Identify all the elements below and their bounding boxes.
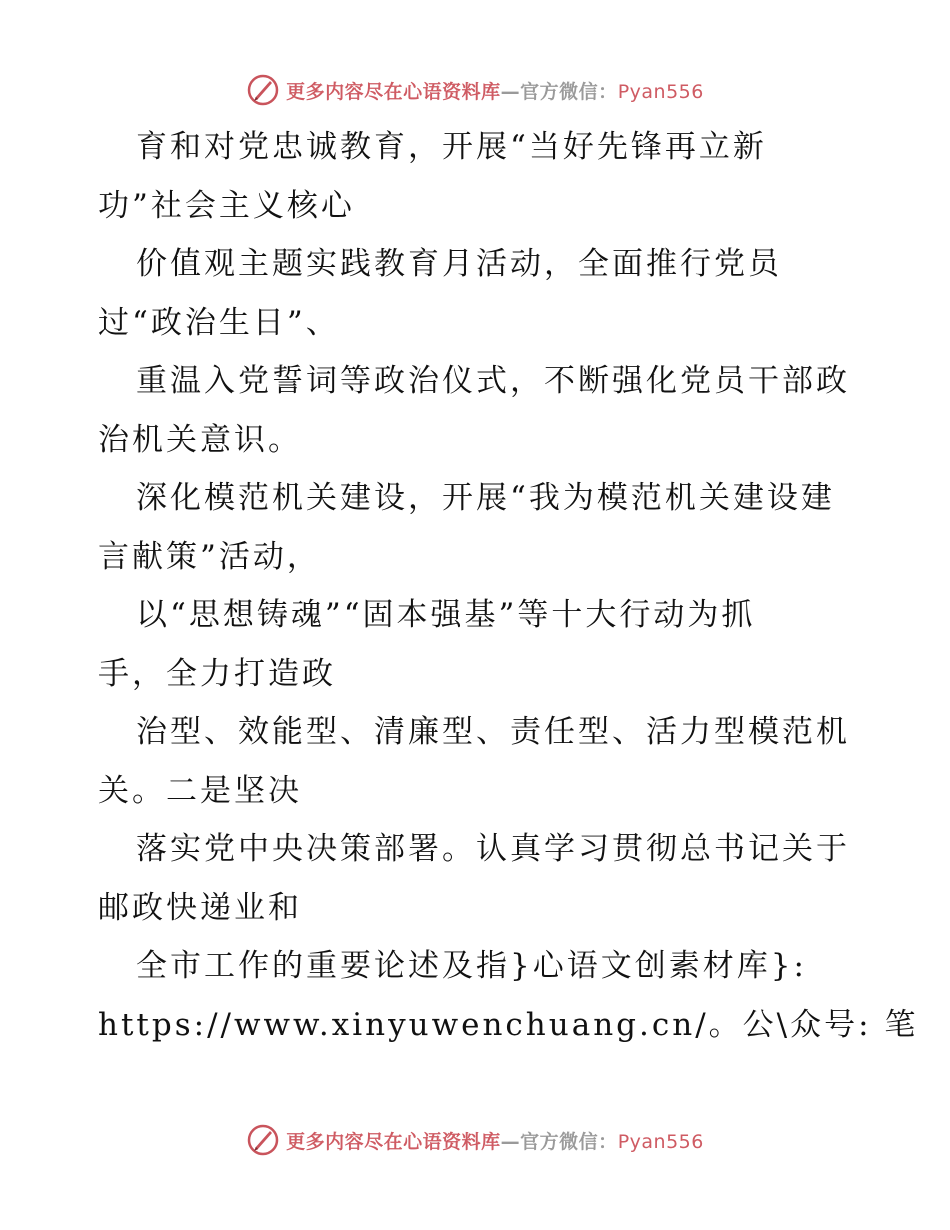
text-line: 关。二是坚决 [98, 772, 302, 809]
header-watermark-banner [0, 70, 950, 110]
text-line: 手，全力打造政 [98, 655, 336, 692]
banner-text [286, 77, 704, 104]
banner-official-label: 官方微信： [520, 80, 618, 103]
text-line: 重温入党誓词等政治仪式，不断强化党员干部政 [136, 363, 850, 399]
banner-text [286, 1127, 704, 1154]
text-line: 治型、效能型、清廉型、责任型、活力型模范机 [136, 714, 850, 750]
text-line: 深化模范机关建设，开展“我为模范机关建设建 [136, 480, 835, 516]
footer-watermark-banner [0, 1120, 950, 1160]
text-line: 全市工作的重要论述及指}心语文创素材库}: [136, 948, 807, 984]
document-body [98, 118, 919, 1054]
banner-dash: — [500, 1130, 521, 1153]
text-line: 过“政治生日”、 [98, 304, 340, 341]
text-line-url: https://www.xinyuwenchuang.cn/。公\众号: 笔 [98, 1006, 919, 1043]
text-line: 以“思想铸魂”“固本强基”等十大行动为抓 [136, 597, 756, 633]
banner-main-text: 更多内容尽在心语资料库 [286, 1130, 501, 1153]
banner-dash: — [500, 80, 521, 103]
banner-wechat-id: Pyan556 [617, 1130, 704, 1153]
banner-wechat-id: Pyan556 [617, 80, 704, 103]
banner-official-label: 官方微信： [520, 1130, 618, 1153]
quill-logo-icon [246, 1123, 280, 1157]
text-line: 落实党中央决策部署。认真学习贯彻总书记关于 [136, 831, 850, 867]
text-line: 邮政快递业和 [98, 889, 302, 926]
text-line: 治机关意识。 [98, 421, 302, 458]
text-line: 育和对党忠诚教育，开展“当好先锋再立新 [136, 129, 767, 165]
banner-main-text: 更多内容尽在心语资料库 [286, 80, 501, 103]
text-line: 言献策”活动， [98, 538, 321, 575]
text-line: 功”社会主义核心 [98, 187, 355, 224]
text-line: 价值观主题实践教育月活动，全面推行党员 [136, 246, 782, 282]
quill-logo-icon [246, 73, 280, 107]
